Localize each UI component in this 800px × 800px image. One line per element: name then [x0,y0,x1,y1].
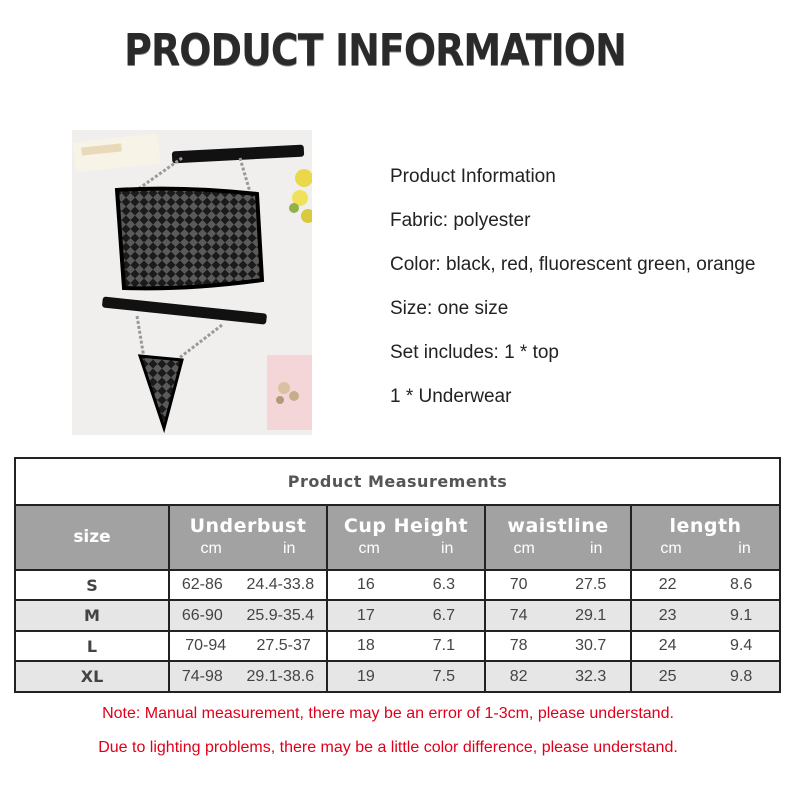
info-color: Color: black, red, fluorescent green, orange [390,254,756,275]
value-in: 29.1 [575,606,607,624]
value-in: 9.1 [730,606,753,624]
table-row [15,661,780,692]
value-in: 29.1-38.6 [246,667,315,685]
value-in: 30.7 [575,637,607,655]
column-name: waistline [507,515,609,538]
value-cm: 82 [509,667,528,685]
value-in: 6.3 [432,576,455,594]
value-in: 9.8 [730,667,753,685]
lingerie-set-illustration [72,130,312,435]
value-in: 6.7 [432,606,455,624]
column-name: Underbust [189,515,307,538]
value-in: 7.1 [432,637,455,655]
size-cell: M [15,600,169,631]
value-cm: 25 [658,667,677,685]
size-cell: L [15,631,169,662]
column-header-waistline [485,505,631,570]
value-cm: 70 [509,576,528,594]
unit-in: in [589,540,603,558]
value-cm: 74 [509,606,528,624]
measurement-table [14,457,781,693]
size-column-header: size [15,505,169,570]
value-in: 9.4 [730,637,753,655]
product-photo [72,130,312,435]
unit-cm: cm [513,540,535,558]
measurement-note: Note: Manual measurement, there may be an error of 1-3cm, please understand. [102,705,674,722]
value-cm: 78 [509,637,528,655]
value-cm: 70-94 [185,637,227,655]
info-fabric: Fabric: polyester [390,210,531,231]
value-in: 27.5 [575,576,607,594]
info-size: Size: one size [390,298,509,319]
value-in: 27.5-37 [256,637,311,655]
value-cm: 74-98 [181,667,223,685]
column-name: Cup Height [343,515,469,538]
column-header-underbust [169,505,327,570]
size-cell: XL [15,661,169,692]
value-in: 25.9-35.4 [246,606,315,624]
value-cm: 23 [658,606,677,624]
table-row [15,570,780,601]
value-cm: 17 [356,606,375,624]
info-heading: Product Information [390,166,556,187]
column-header-cup-height [327,505,485,570]
unit-in: in [282,540,296,558]
column-header-length [631,505,780,570]
value-cm: 16 [356,576,375,594]
value-in: 7.5 [432,667,455,685]
size-cell: S [15,570,169,601]
info-underwear: 1 * Underwear [390,386,512,407]
value-cm: 66-90 [181,606,223,624]
product-info-list [390,162,795,426]
column-name: length [669,515,742,538]
table-caption: Product Measurements [15,458,780,505]
unit-in: in [440,540,454,558]
info-set-includes: Set includes: 1 * top [390,342,559,363]
value-cm: 24 [658,637,677,655]
page-title: PRODUCT INFORMATION [124,24,626,76]
unit-cm: cm [200,540,222,558]
unit-in: in [738,540,751,558]
value-cm: 18 [356,637,375,655]
color-note: Due to lighting problems, there may be a little color difference, please understand. [98,739,678,756]
unit-cm: cm [358,540,380,558]
table-row [15,600,780,631]
value-cm: 62-86 [181,576,223,594]
value-cm: 19 [356,667,375,685]
value-cm: 22 [658,576,677,594]
value-in: 24.4-33.8 [246,576,315,594]
value-in: 8.6 [730,576,753,594]
value-in: 32.3 [575,667,607,685]
table-row [15,631,780,662]
unit-cm: cm [660,540,682,558]
